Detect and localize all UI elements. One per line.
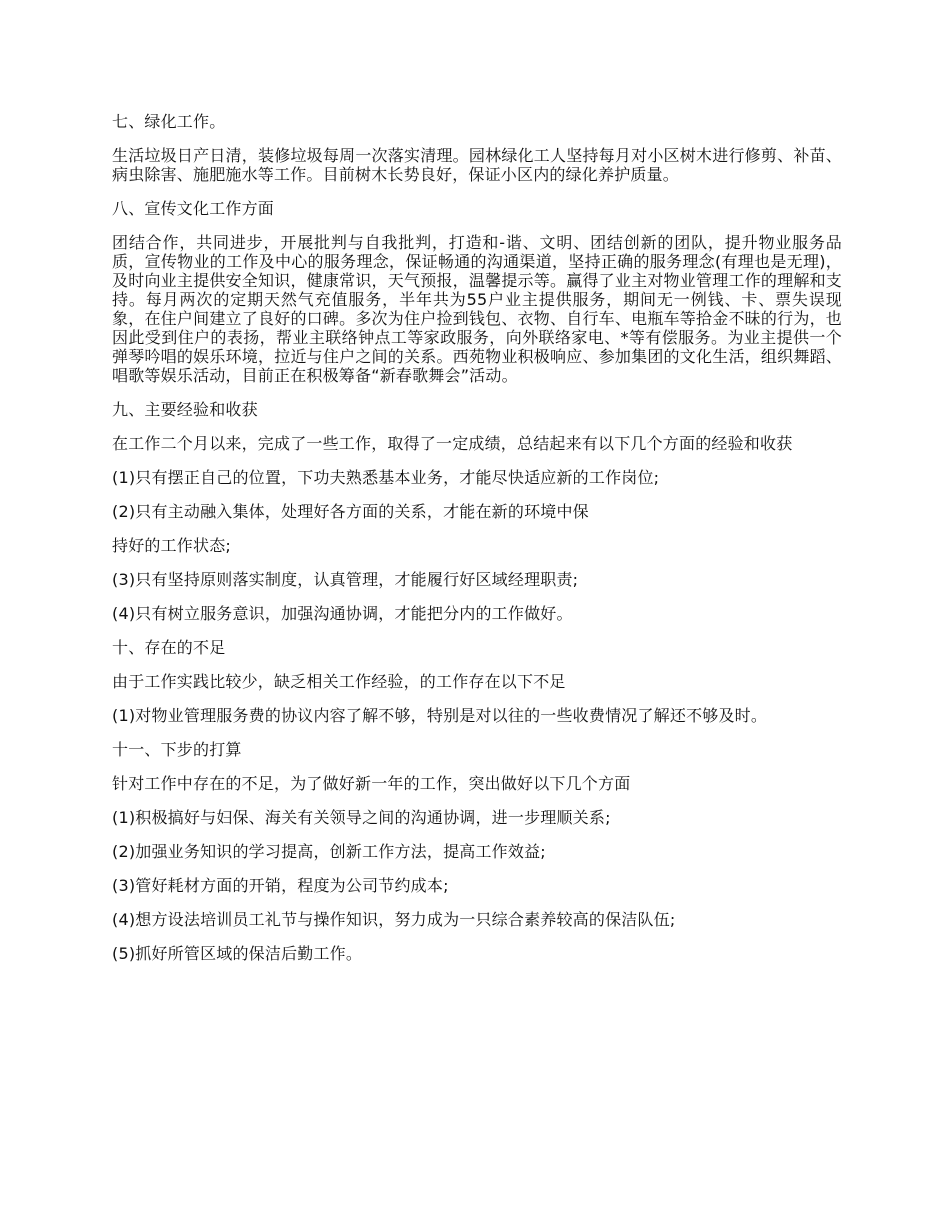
list-item-plan-3: (3)管好耗材方面的开销，程度为公司节约成本; xyxy=(112,876,449,895)
heading-next-plans: 十一、下步的打算 xyxy=(112,740,242,759)
paragraph-experience-intro: 在工作二个月以来，完成了一些工作，取得了一定成绩，总结起来有以下几个方面的经验和收获 xyxy=(112,434,793,453)
list-item-plan-5: (5)抓好所管区域的保洁后勤工作。 xyxy=(112,944,363,963)
paragraph-next-plans-intro: 针对工作中存在的不足，为了做好新一年的工作，突出做好以下几个方面 xyxy=(112,774,631,793)
document-page xyxy=(112,112,842,978)
heading-publicity: 八、宣传文化工作方面 xyxy=(112,199,275,218)
list-item-plan-1: (1)积极搞好与妇保、海关有关领导之间的沟通协调，进一步理顺关系; xyxy=(112,808,611,827)
heading-shortcomings: 十、存在的不足 xyxy=(112,638,226,657)
paragraph-greening: 生活垃圾日产日清，装修垃圾每周一次落实清理。园林绿化工人坚持每月对小区树木进行修剪、补苗、病虫除害、施肥施水等工作。目前树木长势良好，保证小区内的绿化养护质量。 xyxy=(112,146,842,184)
paragraph-publicity: 团结合作，共同进步，开展批判与自我批判，打造和-谐、文明、团结创新的团队，提升物业服务品质，宣传物业的工作及中心的服务理念，保证畅通的沟通渠道，坚持正确的服务理念(有理也是无理)，及时向业主提供安全知识，健康常识，天气预报，温馨提示等。赢得了业主对物业管理工作的理解和支持。每月两次的定期天然气充值服务，半年共为55户业主提供服务，期间无一例钱、卡、票失误现象，在住户间建立了良好的口碑。多次为住户捡到钱包、衣物、自行车、电瓶车等拾金不昧的行为，也因此受到住户的表扬，帮业主联络钟点工等家政服务，向外联络家电、*等有偿服务。为业主提供一个弹琴吟唱的娱乐环境，拉近与住户之间的关系。西苑物业积极响应、参加集团的文化生活，组织舞蹈、唱歌等娱乐活动，目前正在积极筹备“新春歌舞会”活动。 xyxy=(112,233,842,385)
list-item-plan-2: (2)加强业务知识的学习提高，创新工作方法，提高工作效益; xyxy=(112,842,546,861)
list-item-experience-3: (3)只有坚持原则落实制度，认真管理，才能履行好区域经理职责; xyxy=(112,570,579,589)
heading-experience: 九、主要经验和收获 xyxy=(112,400,258,419)
list-item-plan-4: (4)想方设法培训员工礼节与操作知识，努力成为一只综合素养较高的保洁队伍; xyxy=(112,910,676,929)
list-item-experience-2: (2)只有主动融入集体，处理好各方面的关系，才能在新的环境中保 xyxy=(112,502,589,521)
heading-greening: 七、绿化工作。 xyxy=(112,112,226,131)
list-item-experience-4: (4)只有树立服务意识，加强沟通协调，才能把分内的工作做好。 xyxy=(112,604,573,623)
list-item-shortcomings-1: (1)对物业管理服务费的协议内容了解不够，特别是对以往的一些收费情况了解还不够及时。 xyxy=(112,706,768,725)
paragraph-shortcomings-intro: 由于工作实践比较少，缺乏相关工作经验，的工作存在以下不足 xyxy=(112,672,566,691)
list-item-experience-1: (1)只有摆正自己的位置，下功夫熟悉基本业务，才能尽快适应新的工作岗位; xyxy=(112,468,660,487)
list-item-experience-2-cont: 持好的工作状态; xyxy=(112,536,231,555)
